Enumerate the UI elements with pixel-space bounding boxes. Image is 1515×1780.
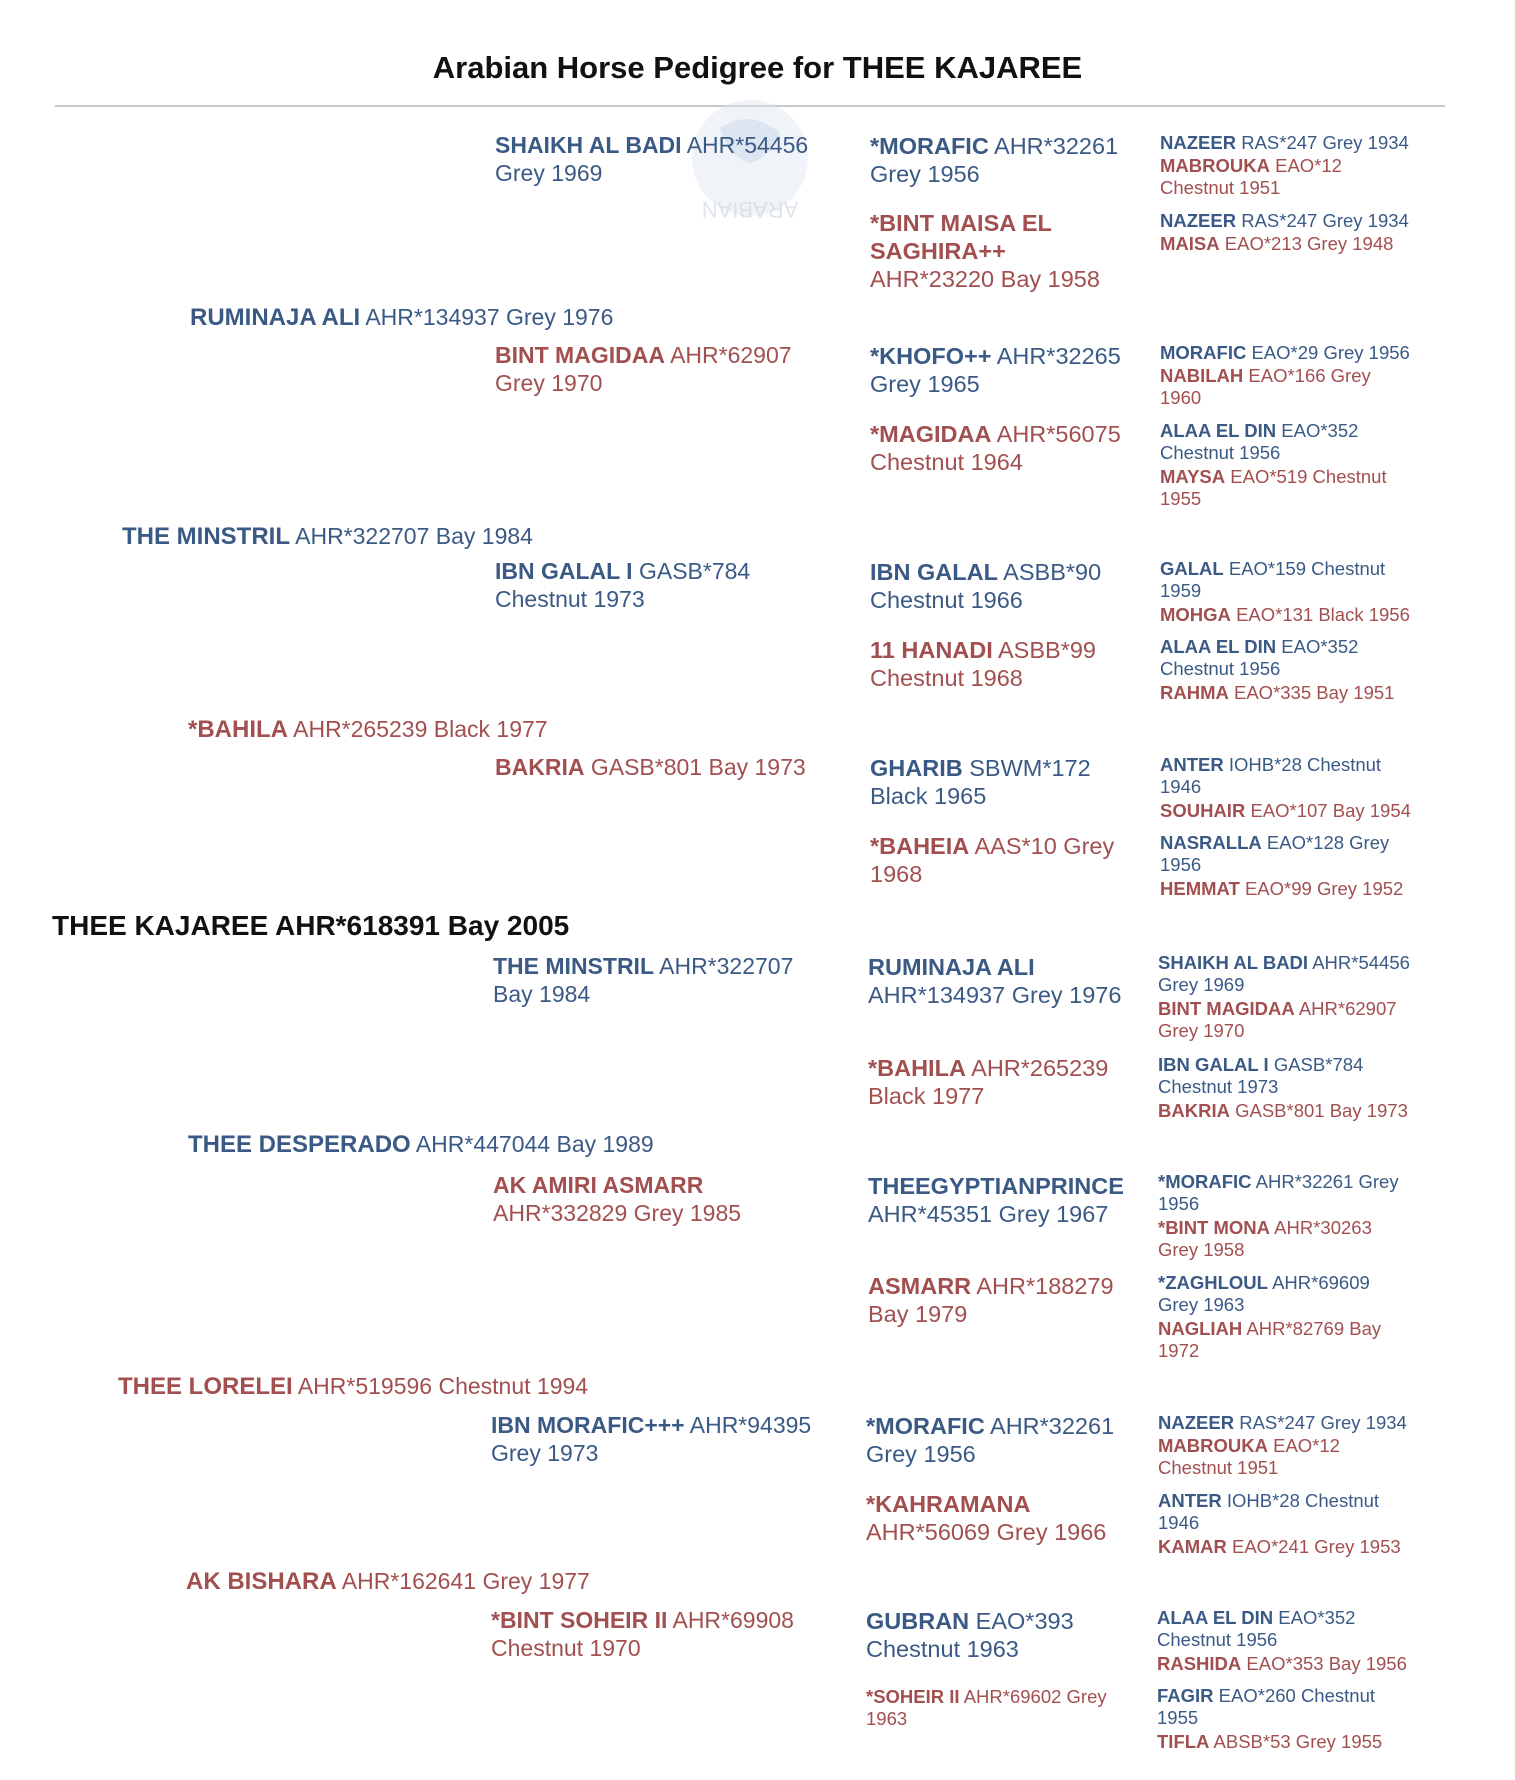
- g4-sire-11: ALAA EL DIN EAO*352 Chestnut 1956: [1160, 636, 1359, 680]
- g3-dsds: THEEGYPTIANPRINCE AHR*45351 Grey 1967: [868, 1173, 1124, 1228]
- g4-dam-14: RASHIDA EAO*353 Bay 1956: [1157, 1653, 1407, 1674]
- g2-sss: SHAIKH AL BADI AHR*54456 Grey 1969: [495, 132, 809, 186]
- g1-ds: THEE DESPERADO AHR*447044 Bay 1989: [188, 1131, 654, 1158]
- g3-dddd: *SOHEIR II AHR*69602 Grey 1963: [866, 1686, 1107, 1730]
- sire: THE MINSTRIL AHR*322707 Bay 1984: [122, 523, 533, 550]
- g4-dam-16: TIFLA ABSB*53 Grey 1955: [1157, 1731, 1383, 1752]
- g4-dam-4: BAKRIA GASB*801 Bay 1973: [1158, 1100, 1408, 1121]
- g4-sire-13: ANTER IOHB*28 Chestnut 1946: [1160, 754, 1382, 798]
- g3-ddds: GUBRAN EAO*393 Chestnut 1963: [866, 1608, 1074, 1663]
- g1-sd: *BAHILA AHR*265239 Black 1977: [188, 716, 548, 743]
- g4-dam-12: KAMAR EAO*241 Grey 1953: [1158, 1536, 1401, 1557]
- g3-sdss: IBN GALAL ASBB*90 Chestnut 1966: [870, 559, 1102, 614]
- g3-dssd: *BAHILA AHR*265239 Black 1977: [868, 1055, 1109, 1110]
- g4-dam-8: NAGLIAH AHR*82769 Bay 1972: [1158, 1318, 1382, 1362]
- g4-dam-2: BINT MAGIDAA AHR*62907 Grey 1970: [1158, 998, 1397, 1042]
- g4-sire-10: MOHGA EAO*131 Black 1956: [1160, 604, 1410, 625]
- g2-dsd: AK AMIRI ASMARR AHR*332829 Grey 1985: [493, 1172, 742, 1226]
- g3-sddd: *BAHEIA AAS*10 Grey 1968: [870, 833, 1115, 888]
- page-title: Arabian Horse Pedigree for THEE KAJAREE: [432, 50, 1083, 85]
- g2-ssd: BINT MAGIDAA AHR*62907 Grey 1970: [495, 342, 792, 396]
- g4-sire-2: MABROUKA EAO*12 Chestnut 1951: [1160, 155, 1342, 199]
- g4-dam-5: *MORAFIC AHR*32261 Grey 1956: [1158, 1171, 1399, 1215]
- g4-sire-6: NABILAH EAO*166 Grey 1960: [1160, 365, 1371, 409]
- g4-dam-13: ALAA EL DIN EAO*352 Chestnut 1956: [1157, 1607, 1356, 1651]
- g3-dsss: RUMINAJA ALI AHR*134937 Grey 1976: [868, 954, 1122, 1009]
- g2-dds: IBN MORAFIC+++ AHR*94395 Grey 1973: [491, 1412, 812, 1466]
- g4-dam-9: NAZEER RAS*247 Grey 1934: [1158, 1412, 1407, 1433]
- g4-dam-15: FAGIR EAO*260 Chestnut 1955: [1157, 1685, 1375, 1729]
- g2-ddd: *BINT SOHEIR II AHR*69908 Chestnut 1970: [491, 1607, 794, 1661]
- dam: THEE LORELEI AHR*519596 Chestnut 1994: [118, 1373, 589, 1400]
- g4-dam-7: *ZAGHLOUL AHR*69609 Grey 1963: [1158, 1272, 1370, 1316]
- watermark-text: ARABIAN: [701, 197, 799, 222]
- g4-sire-1: NAZEER RAS*247 Grey 1934: [1160, 132, 1409, 153]
- g2-dss: THE MINSTRIL AHR*322707 Bay 1984: [493, 953, 794, 1007]
- g3-ddss: *MORAFIC AHR*32261 Grey 1956: [866, 1413, 1115, 1468]
- g4-sire-15: NASRALLA EAO*128 Grey 1956: [1160, 832, 1390, 876]
- g4-sire-3: NAZEER RAS*247 Grey 1934: [1160, 210, 1409, 231]
- g3-sdsd: 11 HANADI ASBB*99 Chestnut 1968: [870, 637, 1096, 692]
- g4-dam-11: ANTER IOHB*28 Chestnut 1946: [1158, 1490, 1380, 1534]
- g1-dd: AK BISHARA AHR*162641 Grey 1977: [186, 1568, 590, 1595]
- g3-dsdd: ASMARR AHR*188279 Bay 1979: [868, 1273, 1114, 1328]
- g3-sssd: *BINT MAISA EL SAGHIRA++ AHR*23220 Bay 1958: [870, 210, 1100, 293]
- g3-ssss: *MORAFIC AHR*32261 Grey 1956: [870, 133, 1119, 188]
- g4-sire-8: MAYSA EAO*519 Chestnut 1955: [1160, 466, 1387, 510]
- g4-sire-14: SOUHAIR EAO*107 Bay 1954: [1160, 800, 1411, 821]
- g4-sire-12: RAHMA EAO*335 Bay 1951: [1160, 682, 1395, 703]
- g1-ss: RUMINAJA ALI AHR*134937 Grey 1976: [190, 304, 614, 331]
- g4-sire-16: HEMMAT EAO*99 Grey 1952: [1160, 878, 1404, 899]
- g4-sire-5: MORAFIC EAO*29 Grey 1956: [1160, 342, 1410, 363]
- subject-horse: THEE KAJAREE AHR*618391 Bay 2005: [52, 910, 570, 941]
- g3-ssds: *KHOFO++ AHR*32265 Grey 1965: [870, 343, 1121, 398]
- g4-dam-6: *BINT MONA AHR*30263 Grey 1958: [1158, 1217, 1372, 1261]
- g4-sire-4: MAISA EAO*213 Grey 1948: [1160, 233, 1394, 254]
- g4-dam-1: SHAIKH AL BADI AHR*54456 Grey 1969: [1158, 952, 1410, 996]
- g3-sdds: GHARIB SBWM*172 Black 1965: [870, 755, 1091, 810]
- g3-ddsd: *KAHRAMANA AHR*56069 Grey 1966: [866, 1491, 1107, 1546]
- g2-sdd: BAKRIA GASB*801 Bay 1973: [495, 754, 806, 780]
- g4-sire-9: GALAL EAO*159 Chestnut 1959: [1160, 558, 1386, 602]
- g4-dam-3: IBN GALAL I GASB*784 Chestnut 1973: [1158, 1054, 1364, 1098]
- g4-dam-10: MABROUKA EAO*12 Chestnut 1951: [1158, 1435, 1340, 1479]
- g2-sds: IBN GALAL I GASB*784 Chestnut 1973: [495, 558, 751, 612]
- g4-sire-7: ALAA EL DIN EAO*352 Chestnut 1956: [1160, 420, 1359, 464]
- g3-ssdd: *MAGIDAA AHR*56075 Chestnut 1964: [870, 421, 1121, 476]
